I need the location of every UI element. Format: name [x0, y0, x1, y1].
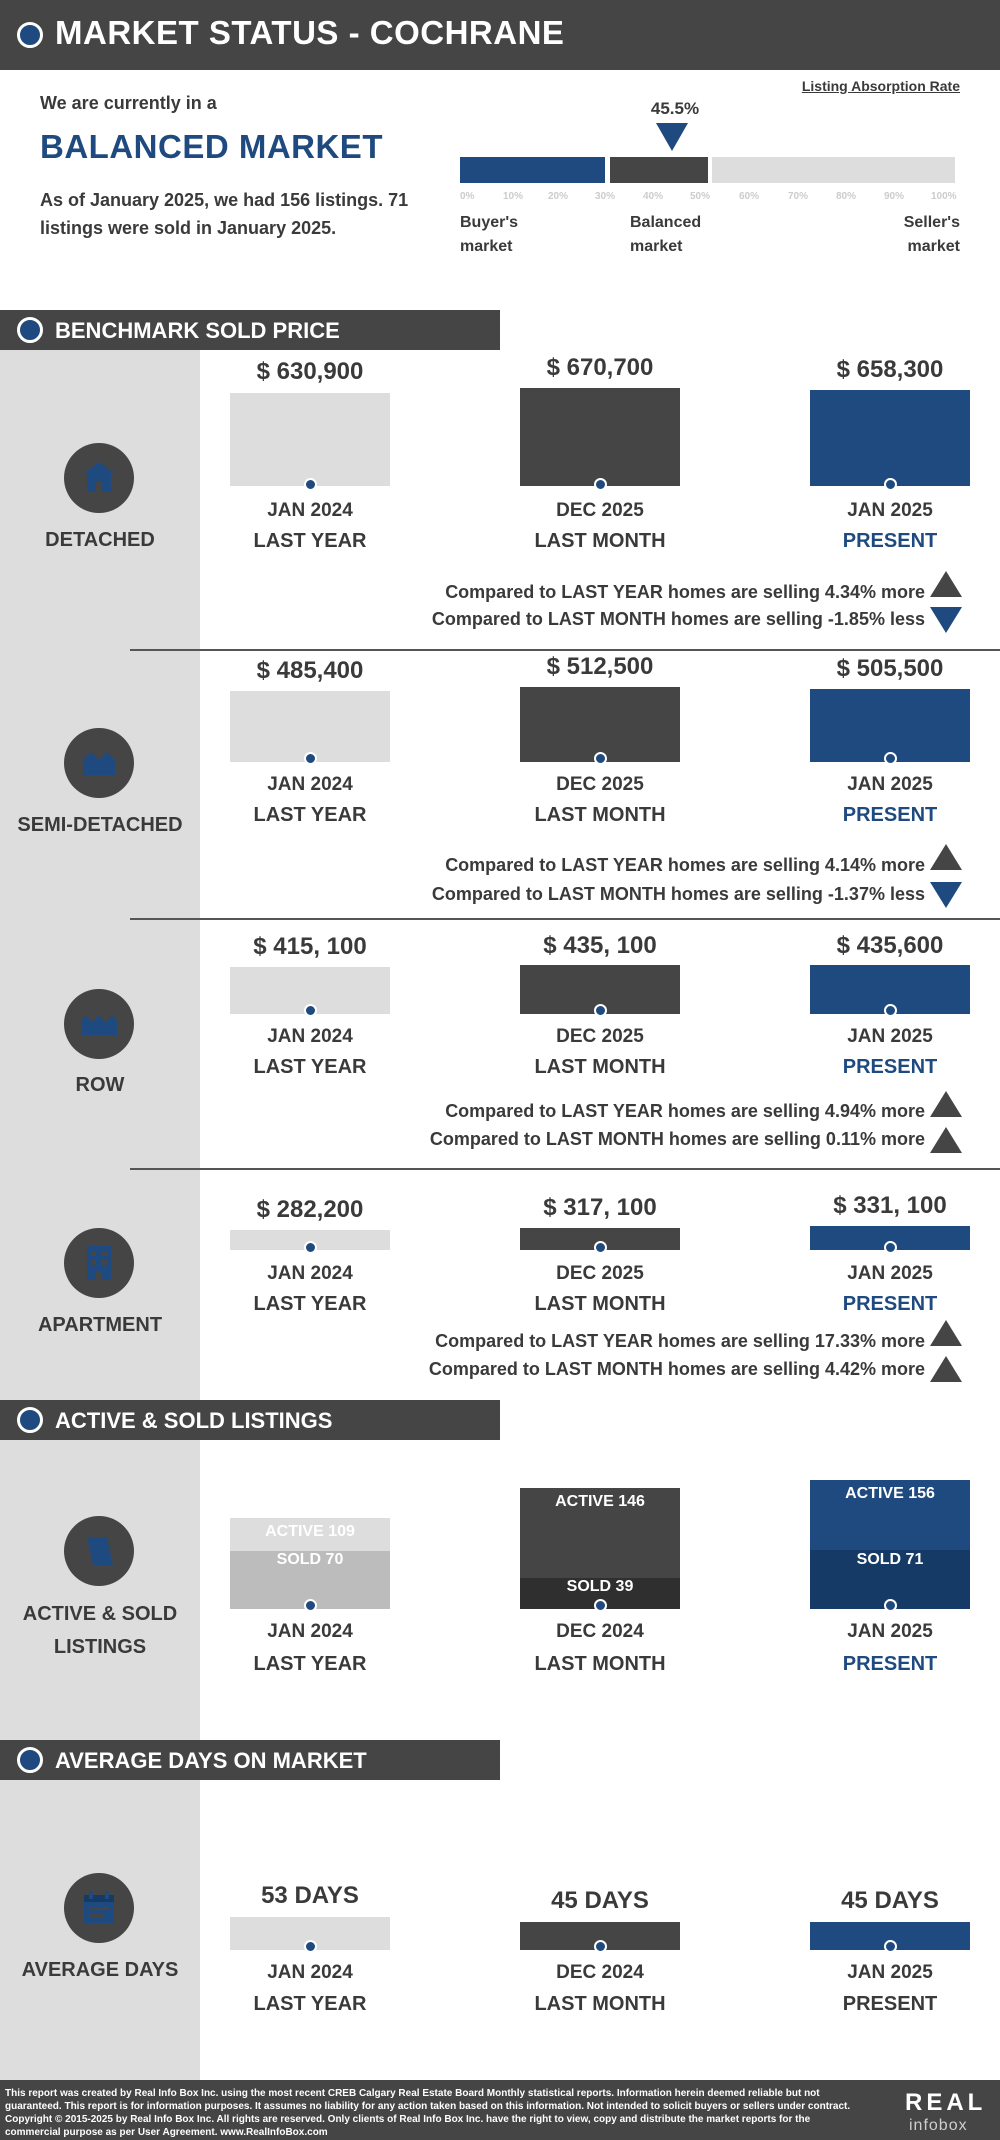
- date-last-year: JAN 2024: [267, 1263, 353, 1284]
- category-divider: [130, 1168, 1000, 1170]
- semi-detached-icon: [79, 743, 119, 783]
- absorption-rate-value: 45.5%: [650, 99, 700, 118]
- tick-label: 30%: [595, 191, 616, 202]
- footer: [0, 2080, 1000, 2140]
- price-present: $ 331, 100: [833, 1192, 947, 1219]
- date-last-year: JAN 2024: [267, 500, 353, 521]
- row-house-icon: [79, 1004, 119, 1044]
- bar-marker: [594, 1004, 607, 1017]
- price-last-year: $ 415, 100: [253, 933, 367, 960]
- tick-label: 100%: [931, 191, 957, 202]
- date-last-month: DEC 2024: [556, 1962, 644, 1983]
- section-title: AVERAGE DAYS ON MARKET: [55, 1748, 367, 1773]
- category-icon-circle: [64, 989, 134, 1059]
- balanced-market-segment: [610, 157, 708, 183]
- period-last-month: LAST MONTH: [534, 804, 666, 826]
- bar-marker: [594, 1940, 607, 1953]
- category-label: AVERAGE DAYS: [21, 1959, 179, 1981]
- category-divider: [130, 918, 1000, 920]
- listing-sign-icon: [79, 1531, 119, 1571]
- date-last-month: DEC 2025: [556, 1263, 644, 1284]
- tick-label: 0%: [460, 191, 475, 202]
- bar-marker: [884, 478, 897, 491]
- price-last-year: $ 630,900: [256, 358, 364, 385]
- tick-label: 90%: [884, 191, 905, 202]
- category-sidebar: [0, 350, 200, 2080]
- price-last-year: $ 282,200: [256, 1196, 364, 1223]
- balanced-market-label: Balanced market: [630, 214, 702, 255]
- date-last-year: JAN 2024: [267, 1026, 353, 1047]
- period-last-year: LAST YEAR: [253, 1993, 367, 2015]
- category-icon-circle: [64, 728, 134, 798]
- days-last-month: 45 DAYS: [551, 1887, 649, 1914]
- arrow-up-icon: [930, 844, 962, 870]
- date-present: JAN 2025: [847, 500, 933, 521]
- category-icon-circle: [64, 1873, 134, 1943]
- bar-marker: [884, 1241, 897, 1254]
- comparison-last-month: Compared to LAST MONTH homes are selling -1.85% less: [431, 609, 925, 629]
- section-title: BENCHMARK SOLD PRICE: [55, 318, 340, 343]
- date-present: JAN 2025: [847, 1962, 933, 1983]
- market-status: BALANCED MARKET: [40, 128, 383, 165]
- date-present: JAN 2025: [847, 1026, 933, 1047]
- arrow-up-icon: [930, 1127, 962, 1153]
- date-last-year: JAN 2024: [267, 1621, 353, 1642]
- period-present: PRESENT: [842, 1653, 938, 1675]
- price-last-month: $ 435, 100: [543, 932, 657, 959]
- bar-marker: [304, 1241, 317, 1254]
- period-last-year: LAST YEAR: [253, 804, 367, 826]
- period-present: PRESENT: [842, 804, 938, 826]
- price-last-month: $ 670,700: [546, 354, 654, 381]
- bar-marker: [884, 1599, 897, 1612]
- circle-bullet-icon: [17, 317, 43, 343]
- period-last-year: LAST YEAR: [253, 1653, 367, 1675]
- comparison-last-month: Compared to LAST MONTH homes are selling 0.11% more: [429, 1129, 925, 1149]
- date-last-year: JAN 2024: [267, 1962, 353, 1983]
- section-title: ACTIVE & SOLD LISTINGS: [55, 1408, 333, 1433]
- bar-marker: [304, 1940, 317, 1953]
- date-present: JAN 2025: [847, 1263, 933, 1284]
- arrow-up-icon: [930, 1091, 962, 1117]
- category-icon-circle: [64, 1228, 134, 1298]
- disclaimer-text: This report was created by Real Info Box Inc. using the most recent CREB Calgary Real Estate Board Monthly statistical reports. Information herein deemed reliable but not guaranteed. This report is for information purposes. It assumes no liability for any action taken based on this information. Not intended to solicit buyers or sellers under contract. Copyright © 2015-2025 by Real Info Box Inc. All rights are reserved. Only clients of Real Info Box Inc. have the right to view, copy and distribute the market reports for the commercial purpose as per User Agreement. www.RealInfoBox.com: [5, 2088, 851, 2138]
- page-title: MARKET STATUS - COCHRANE: [55, 14, 565, 51]
- period-present: PRESENT: [842, 1993, 938, 2015]
- apartment-icon: [79, 1243, 119, 1283]
- price-present: $ 505,500: [836, 655, 944, 682]
- circle-bullet-icon: [17, 1747, 43, 1773]
- date-present: JAN 2025: [847, 1621, 933, 1642]
- tick-label: 20%: [548, 191, 569, 202]
- category-icon-circle: [64, 443, 134, 513]
- price-bar-last-month: [520, 388, 680, 486]
- arrow-up-icon: [930, 1320, 962, 1346]
- days-present: 45 DAYS: [841, 1887, 939, 1914]
- category-divider: [130, 649, 1000, 651]
- days-last-year: 53 DAYS: [261, 1882, 359, 1909]
- price-last-month: $ 317, 100: [543, 1194, 657, 1221]
- active-count-last-year: ACTIVE 109: [265, 1523, 355, 1540]
- intro-text: We are currently in a: [40, 93, 217, 113]
- arrow-up-icon: [930, 1356, 962, 1382]
- circle-bullet-icon: [17, 22, 43, 48]
- comparison-last-year: Compared to LAST YEAR homes are selling 17.33% more: [435, 1331, 925, 1351]
- sellers-market-segment: [712, 157, 955, 183]
- period-last-month: LAST MONTH: [534, 1293, 666, 1315]
- date-last-month: DEC 2025: [556, 774, 644, 795]
- price-present: $ 658,300: [836, 356, 944, 383]
- period-present: PRESENT: [842, 1293, 938, 1315]
- period-last-year: LAST YEAR: [253, 530, 367, 552]
- category-icon-circle: [64, 1516, 134, 1586]
- bar-marker: [304, 478, 317, 491]
- absorption-rate-title: Listing Absorption Rate: [801, 78, 960, 94]
- price-bar-last-month: [520, 687, 680, 762]
- period-present: PRESENT: [842, 530, 938, 552]
- title-bar: [0, 0, 1000, 70]
- price-present: $ 435,600: [836, 932, 944, 959]
- logo-infobox: infobox: [909, 2117, 968, 2134]
- arrow-down-icon: [930, 882, 962, 908]
- absorption-pointer-icon: [656, 123, 688, 151]
- tick-label: 50%: [690, 191, 711, 202]
- comparison-last-month: Compared to LAST MONTH homes are selling 4.42% more: [428, 1359, 925, 1379]
- sellers-market-label: Seller's market: [903, 214, 960, 255]
- category-label: ACTIVE & SOLD LISTINGS: [22, 1603, 178, 1658]
- comparison-last-year: Compared to LAST YEAR homes are selling 4.14% more: [445, 855, 925, 875]
- period-last-month: LAST MONTH: [534, 1056, 666, 1078]
- period-last-year: LAST YEAR: [253, 1293, 367, 1315]
- circle-bullet-icon: [17, 1407, 43, 1433]
- buyers-market-segment: [460, 157, 605, 183]
- bar-marker: [304, 752, 317, 765]
- period-last-month: LAST MONTH: [534, 1993, 666, 2015]
- period-last-month: LAST MONTH: [534, 1653, 666, 1675]
- category-label: ROW: [75, 1074, 125, 1096]
- bar-marker: [594, 752, 607, 765]
- bar-marker: [304, 1599, 317, 1612]
- period-last-month: LAST MONTH: [534, 530, 666, 552]
- tick-label: 80%: [836, 191, 857, 202]
- date-last-month: DEC 2024: [556, 1621, 644, 1642]
- date-present: JAN 2025: [847, 774, 933, 795]
- sold-count-present: SOLD 71: [856, 1551, 924, 1568]
- category-label: DETACHED: [45, 529, 155, 551]
- calendar-icon: [79, 1888, 119, 1928]
- tick-label: 70%: [788, 191, 809, 202]
- category-label: APARTMENT: [37, 1314, 163, 1336]
- price-bar-present: [810, 390, 970, 486]
- price-bar-last-year: [230, 393, 390, 486]
- bar-marker: [594, 1241, 607, 1254]
- price-last-month: $ 512,500: [546, 653, 654, 680]
- buyers-market-label: Buyer's market: [460, 214, 519, 255]
- bar-marker: [304, 1004, 317, 1017]
- arrow-up-icon: [930, 571, 962, 597]
- sold-count-last-year: SOLD 70: [276, 1551, 344, 1568]
- bar-marker: [594, 1599, 607, 1612]
- active-count-present: ACTIVE 156: [845, 1485, 935, 1502]
- sold-count-last-month: SOLD 39: [566, 1578, 634, 1595]
- category-label: SEMI-DETACHED: [17, 814, 183, 836]
- arrow-down-icon: [930, 607, 962, 633]
- house-icon: [79, 458, 119, 498]
- tick-label: 40%: [643, 191, 664, 202]
- comparison-last-year: Compared to LAST YEAR homes are selling 4.94% more: [445, 1101, 925, 1121]
- tick-label: 10%: [503, 191, 524, 202]
- section-header-avg-days: [0, 1740, 500, 1780]
- period-last-year: LAST YEAR: [253, 1056, 367, 1078]
- date-last-month: DEC 2025: [556, 1026, 644, 1047]
- section-header-active-sold: [0, 1400, 500, 1440]
- tick-label: 60%: [739, 191, 760, 202]
- logo-real: REAL: [905, 2089, 987, 2116]
- bar-marker: [884, 752, 897, 765]
- price-last-year: $ 485,400: [256, 657, 364, 684]
- date-last-month: DEC 2025: [556, 500, 644, 521]
- comparison-last-year: Compared to LAST YEAR homes are selling 4.34% more: [445, 582, 925, 602]
- listing-summary: As of January 2025, we had 156 listings. 71 listings were sold in January 2025.: [40, 190, 409, 238]
- period-present: PRESENT: [842, 1056, 938, 1078]
- comparison-last-month: Compared to LAST MONTH homes are selling -1.37% less: [431, 884, 925, 904]
- bar-marker: [884, 1004, 897, 1017]
- bar-marker: [884, 1940, 897, 1953]
- active-count-last-month: ACTIVE 146: [555, 1493, 645, 1510]
- date-last-year: JAN 2024: [267, 774, 353, 795]
- bar-marker: [594, 478, 607, 491]
- section-header-benchmark: [0, 310, 500, 350]
